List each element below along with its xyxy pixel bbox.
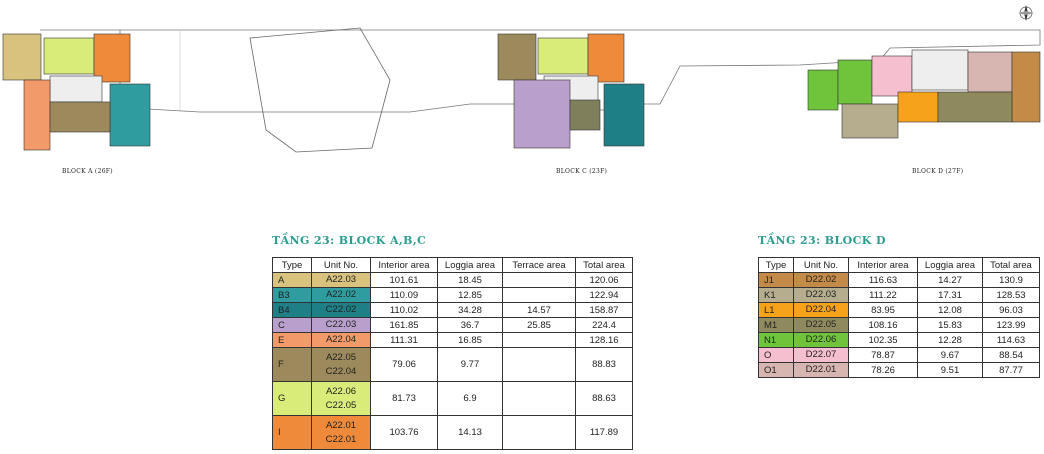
column-header: Loggia area bbox=[918, 258, 983, 273]
loggia-cell: 34.28 bbox=[438, 303, 503, 318]
table-row bbox=[759, 363, 1040, 378]
floor-plan bbox=[0, 0, 1044, 190]
column-header: Unit No. bbox=[794, 258, 849, 273]
unit-number: D22.01 bbox=[805, 364, 837, 375]
type-cell: O bbox=[759, 348, 794, 363]
block-d-plan bbox=[808, 50, 1040, 138]
table-row bbox=[273, 382, 633, 416]
unit-cell bbox=[794, 318, 849, 333]
unit-cell bbox=[312, 348, 371, 382]
unit-number: C22.02 bbox=[325, 304, 357, 315]
column-header: Interior area bbox=[849, 258, 918, 273]
loggia-cell: 14.27 bbox=[918, 273, 983, 288]
block-d-caption: BLOCK D (27F) bbox=[912, 168, 964, 175]
unit-cell bbox=[794, 333, 849, 348]
interior-cell: 116.63 bbox=[849, 273, 918, 288]
unit-cell bbox=[794, 363, 849, 378]
total-cell: 123.99 bbox=[983, 318, 1040, 333]
unit-number: A22.02 bbox=[325, 289, 357, 300]
interior-cell: 110.02 bbox=[371, 303, 438, 318]
total-cell: 88.54 bbox=[983, 348, 1040, 363]
interior-cell: 110.09 bbox=[371, 288, 438, 303]
total-cell: 120.06 bbox=[576, 273, 633, 288]
loggia-cell: 9.77 bbox=[438, 348, 503, 382]
interior-cell: 79.06 bbox=[371, 348, 438, 382]
type-cell: B3 bbox=[273, 288, 312, 303]
unit-number: D22.04 bbox=[805, 304, 837, 315]
loggia-cell: 6.9 bbox=[438, 382, 503, 416]
table-row bbox=[273, 288, 633, 303]
unit-cell bbox=[312, 288, 371, 303]
terrace-cell bbox=[503, 416, 576, 450]
type-cell: F bbox=[273, 348, 312, 382]
column-header: Terrace area bbox=[503, 258, 576, 273]
unit-cell bbox=[794, 288, 849, 303]
block-c-caption: BLOCK C (23F) bbox=[556, 168, 608, 175]
total-cell: 114.63 bbox=[983, 333, 1040, 348]
total-cell: 96.03 bbox=[983, 303, 1040, 318]
total-cell: 130.9 bbox=[983, 273, 1040, 288]
unit-number: C22.05 bbox=[325, 399, 357, 411]
unit-number: C22.04 bbox=[325, 365, 357, 377]
block-a-plan bbox=[3, 34, 150, 150]
table-row bbox=[759, 303, 1040, 318]
table-row bbox=[759, 288, 1040, 303]
unit-number: D22.06 bbox=[805, 334, 837, 345]
unit-number: D22.02 bbox=[805, 274, 837, 285]
unit-cell bbox=[794, 273, 849, 288]
column-header: Loggia area bbox=[438, 258, 503, 273]
area-table-d bbox=[758, 257, 1040, 378]
loggia-cell: 9.51 bbox=[918, 363, 983, 378]
unit-cell bbox=[312, 318, 371, 333]
loggia-cell: 12.08 bbox=[918, 303, 983, 318]
column-header: Total area bbox=[576, 258, 633, 273]
interior-cell: 111.31 bbox=[371, 333, 438, 348]
table-d-title: TẦNG 23: BLOCK D bbox=[758, 234, 886, 247]
table-row bbox=[759, 273, 1040, 288]
terrace-cell bbox=[503, 348, 576, 382]
total-cell: 224.4 bbox=[576, 318, 633, 333]
total-cell: 158.87 bbox=[576, 303, 633, 318]
unit-cell bbox=[312, 303, 371, 318]
interior-cell: 161.85 bbox=[371, 318, 438, 333]
loggia-cell: 16.85 bbox=[438, 333, 503, 348]
type-cell: G bbox=[273, 382, 312, 416]
table-row bbox=[273, 273, 633, 288]
unit-cell bbox=[312, 382, 371, 416]
table-abc-title: TẦNG 23: BLOCK A,B,C bbox=[272, 234, 427, 247]
unit-cell bbox=[312, 333, 371, 348]
interior-cell: 78.26 bbox=[849, 363, 918, 378]
type-cell: L1 bbox=[759, 303, 794, 318]
loggia-cell: 15.83 bbox=[918, 318, 983, 333]
terrace-cell bbox=[503, 382, 576, 416]
table-row bbox=[273, 416, 633, 450]
loggia-cell: 12.28 bbox=[918, 333, 983, 348]
total-cell: 128.53 bbox=[983, 288, 1040, 303]
loggia-cell: 17.31 bbox=[918, 288, 983, 303]
interior-cell: 108.16 bbox=[849, 318, 918, 333]
table-row bbox=[273, 348, 633, 382]
column-header: Type bbox=[273, 258, 312, 273]
total-cell: 122.94 bbox=[576, 288, 633, 303]
total-cell: 87.77 bbox=[983, 363, 1040, 378]
table-row bbox=[759, 318, 1040, 333]
area-table-abc bbox=[272, 257, 633, 450]
unit-number: A22.03 bbox=[325, 274, 357, 285]
loggia-cell: 9.67 bbox=[918, 348, 983, 363]
table-row bbox=[273, 303, 633, 318]
unit-cell bbox=[312, 273, 371, 288]
terrace-cell bbox=[503, 288, 576, 303]
loggia-cell: 14.13 bbox=[438, 416, 503, 450]
total-cell: 88.83 bbox=[576, 348, 633, 382]
type-cell: N1 bbox=[759, 333, 794, 348]
table-row bbox=[759, 333, 1040, 348]
total-cell: 117.89 bbox=[576, 416, 633, 450]
unit-number: D22.07 bbox=[805, 349, 837, 360]
type-cell: J1 bbox=[759, 273, 794, 288]
loggia-cell: 18.45 bbox=[438, 273, 503, 288]
table-header-row bbox=[759, 258, 1040, 273]
table-row bbox=[759, 348, 1040, 363]
unit-number: A22.01 bbox=[325, 419, 357, 431]
unit-number: A22.06 bbox=[325, 385, 357, 397]
interior-cell: 111.22 bbox=[849, 288, 918, 303]
interior-cell: 83.95 bbox=[849, 303, 918, 318]
unit-cell bbox=[794, 303, 849, 318]
unit-cell bbox=[312, 416, 371, 450]
type-cell: M1 bbox=[759, 318, 794, 333]
unit-number: A22.05 bbox=[325, 351, 357, 363]
terrace-cell bbox=[503, 273, 576, 288]
type-cell: A bbox=[273, 273, 312, 288]
unit-cell bbox=[794, 348, 849, 363]
terrace-cell: 25.85 bbox=[503, 318, 576, 333]
unit-number: C22.01 bbox=[325, 433, 357, 445]
compass-icon bbox=[1016, 4, 1036, 22]
type-cell: I bbox=[273, 416, 312, 450]
unit-number: D22.05 bbox=[805, 319, 837, 330]
type-cell: E bbox=[273, 333, 312, 348]
interior-cell: 101.61 bbox=[371, 273, 438, 288]
unit-number: A22.04 bbox=[325, 334, 357, 345]
block-a-caption: BLOCK A (26F) bbox=[62, 168, 113, 175]
floor-plan-drawing bbox=[0, 0, 1044, 190]
type-cell: O1 bbox=[759, 363, 794, 378]
interior-cell: 78.87 bbox=[849, 348, 918, 363]
table-row bbox=[273, 333, 633, 348]
unit-number: C22.03 bbox=[325, 319, 357, 330]
total-cell: 88.63 bbox=[576, 382, 633, 416]
interior-cell: 102.35 bbox=[849, 333, 918, 348]
type-cell: C bbox=[273, 318, 312, 333]
terrace-cell bbox=[503, 333, 576, 348]
column-header: Type bbox=[759, 258, 794, 273]
block-c-plan bbox=[498, 34, 644, 148]
type-cell: K1 bbox=[759, 288, 794, 303]
loggia-cell: 12.85 bbox=[438, 288, 503, 303]
column-header: Interior area bbox=[371, 258, 438, 273]
loggia-cell: 36.7 bbox=[438, 318, 503, 333]
column-header: Total area bbox=[983, 258, 1040, 273]
terrace-cell: 14.57 bbox=[503, 303, 576, 318]
table-row bbox=[273, 318, 633, 333]
type-cell: B4 bbox=[273, 303, 312, 318]
interior-cell: 103.76 bbox=[371, 416, 438, 450]
unit-number: D22.03 bbox=[805, 289, 837, 300]
total-cell: 128.16 bbox=[576, 333, 633, 348]
interior-cell: 81.73 bbox=[371, 382, 438, 416]
table-header-row bbox=[273, 258, 633, 273]
column-header: Unit No. bbox=[312, 258, 371, 273]
